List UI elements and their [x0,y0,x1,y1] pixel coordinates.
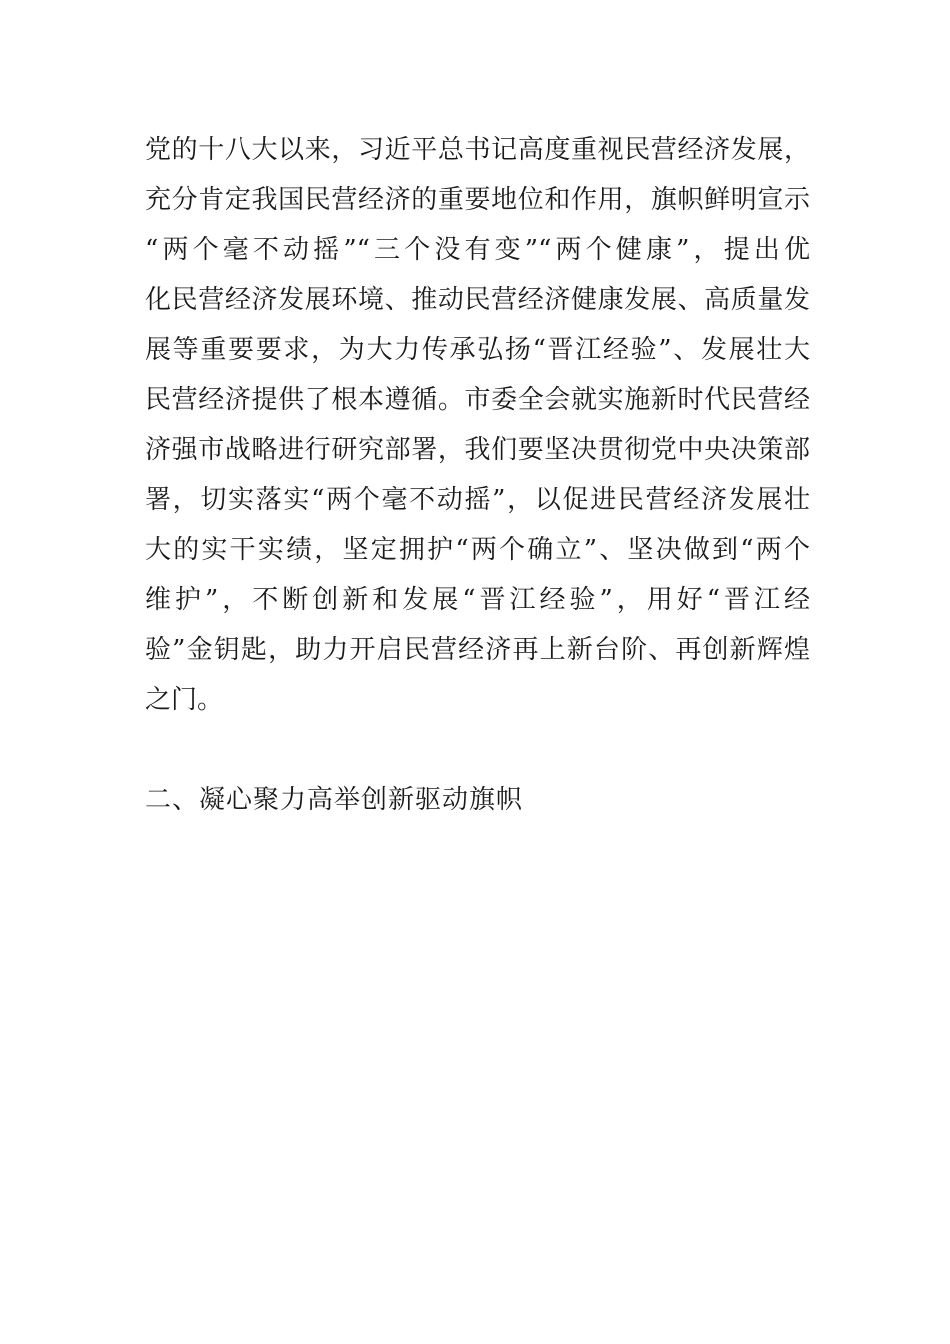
paragraph-line: 署，切实落实“两个毫不动摇”，以促进民营经济发展壮 [145,485,810,515]
paragraph-line: 党的十八大以来，习近平总书记高度重视民营经济发展， [145,135,810,165]
paragraph-line: 之门。 [145,685,224,715]
paragraph-line: 维护”，不断创新和发展“晋江经验”，用好“晋江经 [145,585,810,615]
paragraph-line: 验”金钥匙，助力开启民营经济再上新台阶、再创新辉煌 [145,635,810,665]
paragraph-line: 化民营经济发展环境、推动民营经济健康发展、高质量发 [145,285,810,315]
paragraph-line: 民营经济提供了根本遵循。市委全会就实施新时代民营经 [145,385,810,415]
paragraph-line: 济强市战略进行研究部署，我们要坚决贯彻党中央决策部 [145,435,810,465]
body-paragraph [145,125,810,725]
paragraph-line: “两个毫不动摇”“三个没有变”“两个健康”，提出优 [145,235,810,265]
paragraph-line: 充分肯定我国民营经济的重要地位和作用，旗帜鲜明宣示 [145,185,810,215]
section-heading: 二、凝心聚力高举创新驱动旗帜 [145,785,524,815]
paragraph-line: 展等重要要求，为大力传承弘扬“晋江经验”、发展壮大 [145,335,810,365]
paragraph-line: 大的实干实绩，坚定拥护“两个确立”、坚决做到“两个 [145,535,810,565]
